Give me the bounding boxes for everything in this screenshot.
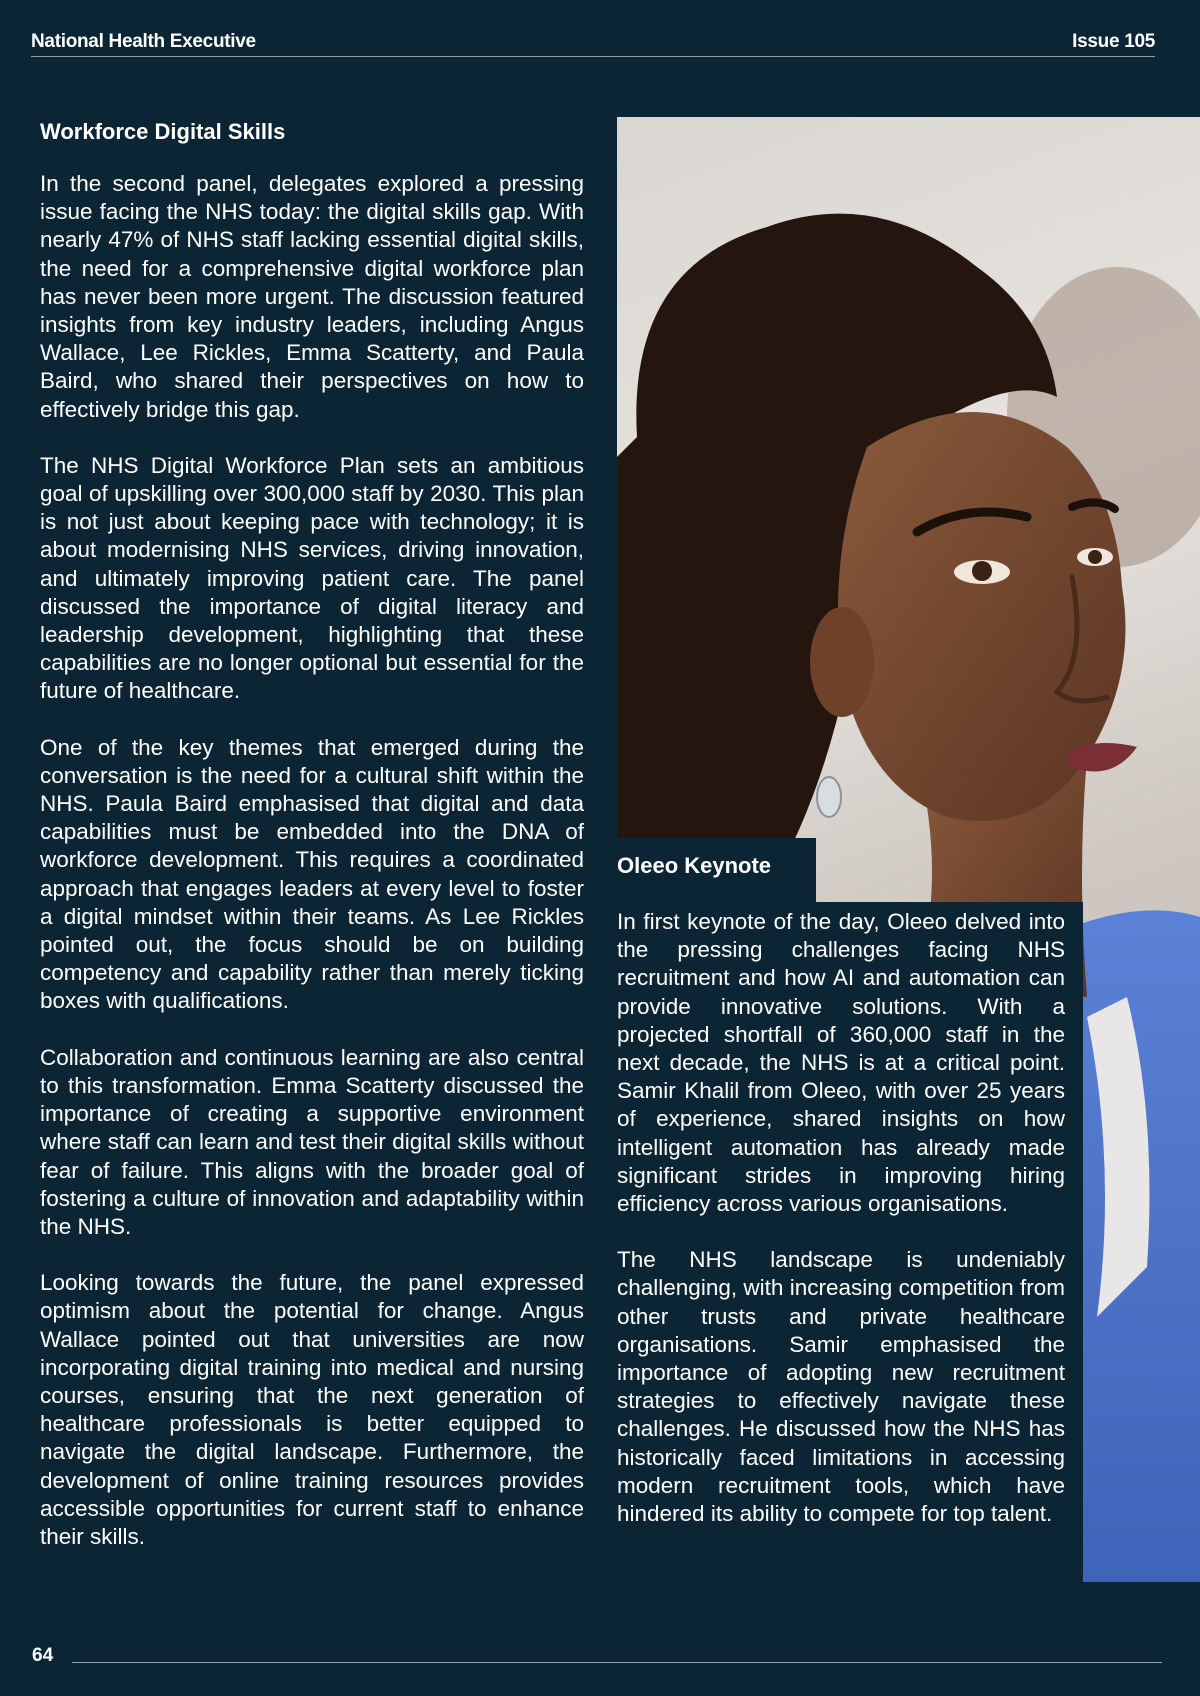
paragraph: One of the key themes that emerged during the conversation is the need for a cultural shift within the NHS. Paula Baird emphasised that digital and data capabilities must be embedded into the DNA of workforce development. This requires a coordinated approach that engages leaders at every level to foster a digital mindset within their teams. As Lee Rickles pointed out, the focus should be on building competency and capability rather than merely ticking boxes with qualifications.: [40, 734, 584, 1014]
paragraph: Looking towards the future, the panel expressed optimism about the potential for change. Angus Wallace pointed out that universities are now incorporating digital training into medical and nursing courses, ensuring that the next generation of healthcare professionals is better equipped to navigate the digital landscape. Furthermore, the development of online training resources provides accessible opportunities for current staff to enhance their skills.: [40, 1270, 584, 1549]
paragraph: Collaboration and continuous learning are also central to this transformation. Emma Scatterty discussed the importance of creating a supportive environment where staff can learn and test their digital skills without fear of failure. This aligns with the broader goal of fostering a culture of innovation and adaptability within the NHS.: [40, 1044, 584, 1239]
article-right-column: [617, 908, 1065, 1556]
footer-rule: [72, 1662, 1162, 1663]
page-number: 64: [32, 1645, 54, 1666]
publication-name: National Health Executive: [31, 31, 256, 52]
issue-number: Issue 105: [1072, 31, 1155, 52]
paragraph: In the second panel, delegates explored a pressing issue facing the NHS today: the digital skills gap. With nearly 47% of NHS staff lacking essential digital skills, the need for a comprehensive digital workforce plan has never been more urgent. The discussion featured insights from key industry leaders, including Angus Wallace, Lee Rickles, Emma Scatterty, and Paula Baird, who shared their perspectives on how to effectively bridge this gap.: [40, 171, 584, 422]
section-heading-workforce: Workforce Digital Skills: [40, 119, 286, 144]
section-heading-oleeo: Oleeo Keynote: [617, 853, 772, 878]
article-left-column: [40, 118, 584, 1579]
paragraph: The NHS landscape is undeniably challenging, with increasing competition from other trusts and private healthcare organisations. Samir emphasised the importance of adopting new recruitment strategies to effectively navigate these challenges. He discussed how the NHS has historically faced limitations in accessing modern recruitment tools, which have hindered its ability to compete for top talent.: [617, 1247, 1065, 1527]
page-header: [31, 28, 1155, 57]
paragraph: The NHS Digital Workforce Plan sets an ambitious goal of upskilling over 300,000 staff by 2030. This plan is not just about keeping pace with technology; it is about modernising NHS services, driving innovation, and ultimately improving patient care. The panel discussed the importance of digital literacy and leadership development, highlighting that these capabilities are no longer optional but essential for the future of healthcare.: [40, 452, 584, 704]
paragraph: In first keynote of the day, Oleeo delved into the pressing challenges facing NHS recruitment and how AI and automation can provide innovative solutions. With a projected shortfall of 360,000 staff in the next decade, the NHS is at a critical point. Samir Khalil from Oleeo, with over 25 years of experience, shared insights on how intelligent automation has already made significant strides in improving hiring efficiency across various organisations.: [617, 909, 1065, 1217]
